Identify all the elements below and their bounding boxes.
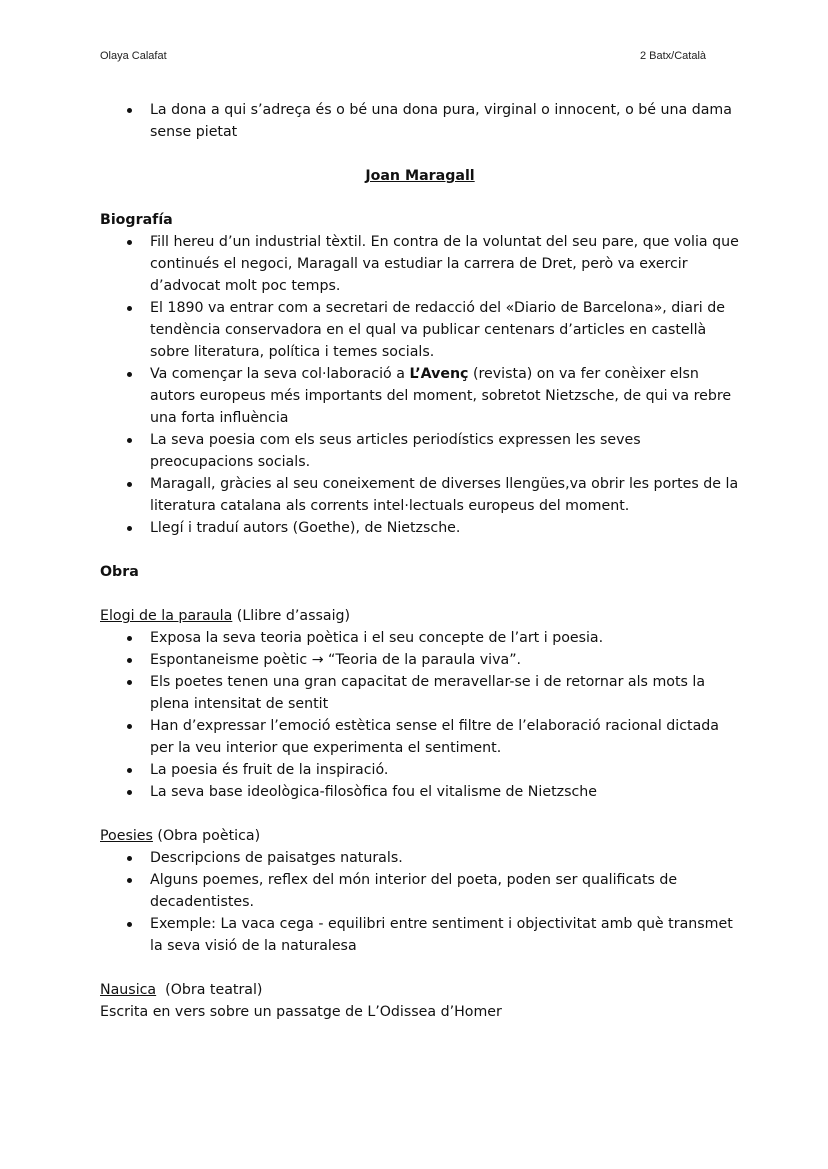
work-title: Nausica xyxy=(100,982,157,998)
text: (revista) on va fer conèixer elsn autors europeus més importants del moment, sobretot Nietzsche, de qui va rebre una forta influència xyxy=(150,366,732,426)
section-heading-obra: Obra xyxy=(100,564,139,580)
work-type: (Obra teatral) xyxy=(156,982,263,998)
list-item: Fill hereu d’un industrial tèxtil. En contra de la voluntat del seu pare, que volia que continués el negoci, Maragall va estudiar la carrera de Dret, però va exercir d’advocat molt poc temps. xyxy=(150,231,740,297)
header-course: 2 Batx/Català xyxy=(640,50,707,62)
bold-text: L’Avenç xyxy=(409,366,469,382)
poesies-list xyxy=(100,847,740,957)
section-heading-biografia: Biografía xyxy=(100,212,173,228)
text: Va començar la seva col·laboració a xyxy=(150,366,410,382)
list-item: La seva poesia com els seus articles periodístics expressen les seves preocupacions socials. xyxy=(150,429,740,473)
work-title: Elogi de la paraula xyxy=(100,608,233,624)
list-item xyxy=(150,363,740,429)
document-body xyxy=(100,99,740,1023)
list-item: El 1890 va entrar com a secretari de redacció del «Diario de Barcelona», diari de tendència conservadora en el qual va publicar centenars d’articles en castellà sobre literatura, política i temes socials. xyxy=(150,297,740,363)
subheading-elogi xyxy=(100,605,740,627)
list-item: La dona a qui s’adreça és o bé una dona pura, virginal o innocent, o bé una dama sense pietat xyxy=(150,99,740,143)
list-item: Espontaneisme poètic → “Teoria de la paraula viva”. xyxy=(150,649,740,671)
header-author: Olaya Calafat xyxy=(100,50,167,62)
intro-list xyxy=(100,99,740,143)
list-item: Exposa la seva teoria poètica i el seu concepte de l’art i poesia. xyxy=(150,627,740,649)
list-item: Maragall, gràcies al seu coneixement de diverses llengües,va obrir les portes de la literatura catalana als corrents intel·lectuals europeus del moment. xyxy=(150,473,740,517)
subheading-nausica xyxy=(100,979,740,1001)
work-type: (Llibre d’assaig) xyxy=(232,608,351,624)
page-title: Joan Maragall xyxy=(365,168,475,184)
list-item: Exemple: La vaca cega - equilibri entre sentiment i objectivitat amb què transmet la seva visió de la naturalesa xyxy=(150,913,740,957)
list-item: Alguns poemes, reflex del món interior del poeta, poden ser qualificats de decadentistes. xyxy=(150,869,740,913)
elogi-list xyxy=(100,627,740,803)
work-title: Poesies xyxy=(100,828,153,844)
list-item: Han d’expressar l’emoció estètica sense el filtre de l’elaboració racional dictada per la veu interior que experimenta el sentiment. xyxy=(150,715,740,759)
list-item: Els poetes tenen una gran capacitat de meravellar-se i de retornar als mots la plena intensitat de sentit xyxy=(150,671,740,715)
list-item: La poesia és fruit de la inspiració. xyxy=(150,759,740,781)
list-item: Llegí i traduí autors (Goethe), de Nietzsche. xyxy=(150,517,740,539)
subheading-poesies xyxy=(100,825,740,847)
list-item: La seva base ideològica-filosòfica fou el vitalisme de Nietzsche xyxy=(150,781,740,803)
biografia-list xyxy=(100,231,740,539)
nausica-text: Escrita en vers sobre un passatge de L’Odissea d’Homer xyxy=(100,1004,502,1020)
work-type: (Obra poètica) xyxy=(152,828,261,844)
list-item: Descripcions de paisatges naturals. xyxy=(150,847,740,869)
